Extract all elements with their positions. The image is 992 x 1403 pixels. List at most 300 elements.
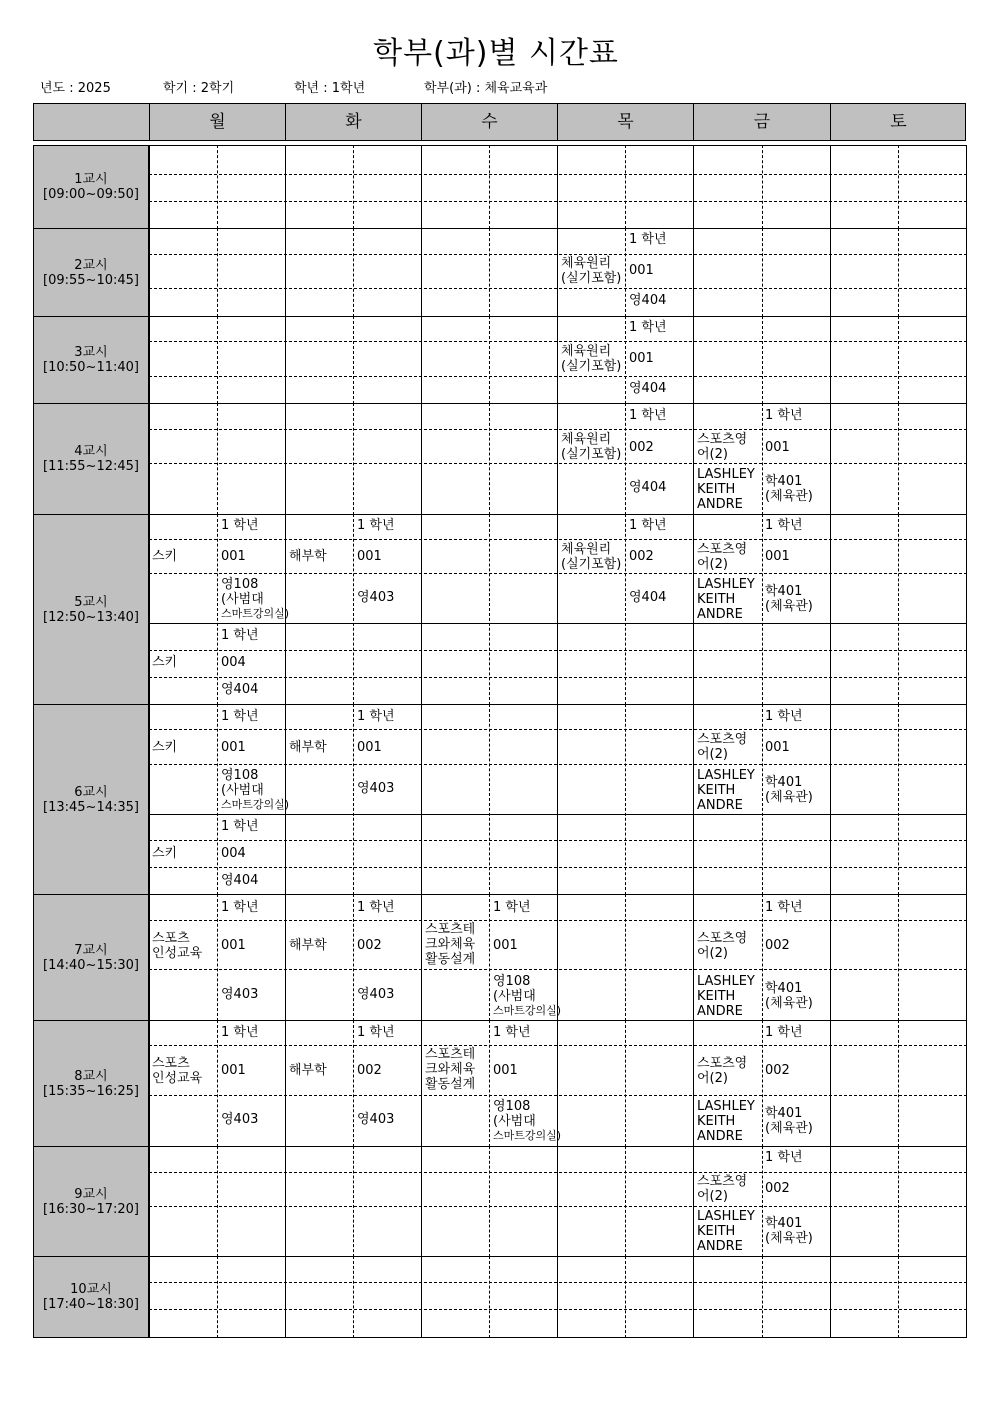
sub-column-divider bbox=[625, 403, 626, 515]
room-label: 영403 bbox=[357, 781, 395, 796]
sub-column-divider bbox=[489, 1256, 490, 1338]
course-name-sports-english: 어(2) bbox=[697, 447, 728, 462]
sub-column-divider bbox=[762, 1020, 763, 1147]
sub-column-divider bbox=[489, 228, 490, 317]
day-column-border bbox=[966, 514, 967, 705]
period-name: 1교시 bbox=[74, 172, 108, 187]
day-column-border bbox=[693, 145, 694, 229]
sub-column-divider bbox=[217, 1020, 218, 1147]
day-column-border bbox=[149, 1020, 150, 1147]
row-divider bbox=[149, 623, 967, 624]
room-label: (체육관) bbox=[765, 1231, 813, 1246]
day-column-border bbox=[285, 228, 286, 317]
course-name-sports-english: 어(2) bbox=[697, 1189, 728, 1204]
room-label: 영108 bbox=[221, 768, 259, 783]
day-column-border bbox=[830, 894, 831, 1021]
day-column-border bbox=[421, 1256, 422, 1338]
grade-label: 1 학년 bbox=[221, 819, 259, 834]
semester-info: 학기 : 2학기 bbox=[163, 81, 235, 96]
sub-column-divider bbox=[762, 894, 763, 1021]
instructor-name: ANDRE bbox=[697, 1004, 743, 1019]
day-column-border bbox=[421, 316, 422, 404]
day-column-border bbox=[149, 894, 150, 1021]
room-label: 학401 bbox=[765, 584, 803, 599]
day-column-border bbox=[693, 316, 694, 404]
day-column-border bbox=[693, 1256, 694, 1338]
section-number: 002 bbox=[357, 1063, 382, 1078]
sub-column-divider bbox=[762, 1146, 763, 1257]
day-column-border bbox=[830, 145, 831, 229]
instructor-name: KEITH bbox=[697, 783, 736, 798]
course-name-pe-principles: (실기포함) bbox=[561, 447, 622, 462]
day-header-sat: 토 bbox=[830, 104, 966, 140]
row-divider bbox=[149, 1309, 967, 1310]
grade-label: 1 학년 bbox=[493, 900, 531, 915]
sub-column-divider bbox=[625, 514, 626, 705]
period-time: [17:40~18:30] bbox=[43, 1297, 139, 1312]
sub-column-divider bbox=[489, 145, 490, 229]
room-label: 스마트강의실) bbox=[221, 607, 290, 620]
day-column-border bbox=[966, 145, 967, 229]
sub-column-divider bbox=[898, 145, 899, 229]
day-column-border bbox=[830, 403, 831, 515]
day-column-border bbox=[149, 228, 150, 317]
year-info: 년도 : 2025 bbox=[40, 81, 111, 96]
instructor-name: LASHLEY bbox=[697, 577, 755, 592]
grade-label: 1 학년 bbox=[629, 320, 667, 335]
instructor-name: KEITH bbox=[697, 592, 736, 607]
period-label-4 bbox=[33, 403, 149, 515]
day-column-border bbox=[966, 1256, 967, 1338]
period-time: [14:40~15:30] bbox=[43, 957, 139, 973]
sub-column-divider bbox=[489, 704, 490, 895]
room-label: 영403 bbox=[357, 1112, 395, 1127]
day-column-border bbox=[421, 403, 422, 515]
grade-label: 1 학년 bbox=[221, 709, 259, 724]
block-top-border bbox=[149, 894, 967, 895]
day-column-border bbox=[421, 704, 422, 895]
sub-column-divider bbox=[762, 403, 763, 515]
sub-column-divider bbox=[217, 1256, 218, 1338]
period-label-6 bbox=[33, 704, 149, 895]
course-name-anatomy: 해부학 bbox=[289, 549, 327, 564]
day-column-border bbox=[557, 704, 558, 895]
sub-column-divider bbox=[625, 894, 626, 1021]
course-name-sports-tech: 크와체육 bbox=[425, 937, 476, 952]
sub-column-divider bbox=[762, 514, 763, 705]
instructor-name: KEITH bbox=[697, 989, 736, 1004]
day-column-border bbox=[830, 514, 831, 705]
instructor-name: KEITH bbox=[697, 482, 736, 497]
sub-column-divider bbox=[353, 228, 354, 317]
sub-column-divider bbox=[353, 1146, 354, 1257]
period-label-8 bbox=[33, 1020, 149, 1147]
block-bottom-border bbox=[149, 1337, 967, 1338]
section-number: 002 bbox=[629, 549, 654, 564]
section-number: 002 bbox=[765, 1063, 790, 1078]
day-column-border bbox=[966, 1146, 967, 1257]
sub-column-divider bbox=[898, 1146, 899, 1257]
block-top-border bbox=[149, 1020, 967, 1021]
room-label: 학401 bbox=[765, 1106, 803, 1121]
row-divider bbox=[149, 764, 967, 765]
grade-label: 1 학년 bbox=[765, 1025, 803, 1040]
course-name-ski: 스키 bbox=[152, 846, 178, 861]
sub-column-divider bbox=[898, 228, 899, 317]
course-name-anatomy: 해부학 bbox=[289, 740, 327, 755]
section-number: 002 bbox=[765, 1181, 790, 1196]
course-name-sports-character: 스포츠 bbox=[152, 1056, 190, 1071]
section-number: 002 bbox=[765, 938, 790, 953]
course-name-ski: 스키 bbox=[152, 655, 178, 670]
row-divider bbox=[149, 1206, 967, 1207]
grade-label: 1 학년 bbox=[357, 709, 395, 724]
day-column-border bbox=[557, 514, 558, 705]
sub-column-divider bbox=[762, 704, 763, 895]
period-label-2 bbox=[33, 228, 149, 317]
sub-column-divider bbox=[898, 403, 899, 515]
grade-info: 학년 : 1학년 bbox=[294, 81, 366, 96]
room-label: 학401 bbox=[765, 775, 803, 790]
instructor-name: KEITH bbox=[697, 1224, 736, 1239]
grade-label: 1 학년 bbox=[765, 408, 803, 423]
day-header-wed: 수 bbox=[421, 104, 557, 140]
room-label: (사범대 bbox=[221, 592, 264, 607]
section-number: 001 bbox=[493, 938, 518, 953]
course-name-pe-principles: (실기포함) bbox=[561, 557, 622, 572]
day-column-border bbox=[149, 145, 150, 229]
sub-column-divider bbox=[898, 316, 899, 404]
day-column-border bbox=[285, 145, 286, 229]
course-name-sports-character: 인성교육 bbox=[152, 946, 203, 961]
section-number: 001 bbox=[357, 740, 382, 755]
day-column-border bbox=[557, 403, 558, 515]
course-name-pe-principles: 체육원리 bbox=[561, 344, 612, 359]
sub-column-divider bbox=[353, 316, 354, 404]
day-column-border bbox=[285, 1146, 286, 1257]
day-column-border bbox=[149, 1256, 150, 1338]
room-label: 영404 bbox=[629, 381, 667, 396]
course-name-sports-tech: 활동설계 bbox=[425, 1077, 476, 1092]
section-number: 001 bbox=[221, 549, 246, 564]
section-number: 002 bbox=[357, 938, 382, 953]
page-title: 학부(과)별 시간표 bbox=[373, 36, 619, 71]
sub-column-divider bbox=[898, 1256, 899, 1338]
day-header-thu: 목 bbox=[557, 104, 693, 140]
room-label: 학401 bbox=[765, 474, 803, 489]
room-label: 스마트강의실) bbox=[221, 798, 290, 811]
grade-label: 1 학년 bbox=[357, 900, 395, 915]
sub-column-divider bbox=[625, 145, 626, 229]
sub-column-divider bbox=[898, 1020, 899, 1147]
course-name-anatomy: 해부학 bbox=[289, 1063, 327, 1078]
day-column-border bbox=[421, 1020, 422, 1147]
course-name-sports-english: 어(2) bbox=[697, 557, 728, 572]
sub-column-divider bbox=[353, 1256, 354, 1338]
room-label: 영108 bbox=[493, 974, 531, 989]
period-time: [16:30~17:20] bbox=[43, 1201, 139, 1217]
course-name-sports-tech: 스포츠테 bbox=[425, 1047, 476, 1062]
sub-column-divider bbox=[353, 894, 354, 1021]
sub-column-divider bbox=[625, 704, 626, 895]
room-label: 스마트강의실) bbox=[493, 1129, 562, 1142]
grade-label: 1 학년 bbox=[357, 518, 395, 533]
room-label: 영404 bbox=[629, 293, 667, 308]
block-top-border bbox=[149, 704, 967, 705]
room-label: (사범대 bbox=[493, 1114, 536, 1129]
day-column-border bbox=[149, 704, 150, 895]
day-column-border bbox=[149, 403, 150, 515]
room-label: 영108 bbox=[221, 577, 259, 592]
row-divider bbox=[149, 867, 967, 868]
room-label: (사범대 bbox=[493, 989, 536, 1004]
grade-label: 1 학년 bbox=[221, 518, 259, 533]
sub-column-divider bbox=[489, 403, 490, 515]
day-column-border bbox=[557, 1256, 558, 1338]
course-name-pe-principles: 체육원리 bbox=[561, 432, 612, 447]
day-column-border bbox=[966, 894, 967, 1021]
period-name: 10교시 bbox=[70, 1282, 112, 1297]
course-name-sports-english: 어(2) bbox=[697, 1071, 728, 1086]
course-name-sports-tech: 스포츠테 bbox=[425, 922, 476, 937]
row-divider bbox=[149, 1282, 967, 1283]
instructor-name: KEITH bbox=[697, 1114, 736, 1129]
room-label: 영403 bbox=[221, 987, 259, 1002]
day-header-tue: 화 bbox=[285, 104, 421, 140]
instructor-name: LASHLEY bbox=[697, 974, 755, 989]
course-name-sports-english: 어(2) bbox=[697, 946, 728, 961]
room-label: (체육관) bbox=[765, 599, 813, 614]
instructor-name: ANDRE bbox=[697, 607, 743, 622]
course-name-sports-character: 스포츠 bbox=[152, 931, 190, 946]
course-name-sports-character: 인성교육 bbox=[152, 1071, 203, 1086]
room-label: 영403 bbox=[357, 987, 395, 1002]
sub-column-divider bbox=[625, 1020, 626, 1147]
row-divider bbox=[149, 1095, 967, 1096]
room-label: (체육관) bbox=[765, 996, 813, 1011]
period-label-9 bbox=[33, 1146, 149, 1257]
row-divider bbox=[149, 201, 967, 202]
sub-column-divider bbox=[762, 228, 763, 317]
row-divider bbox=[149, 429, 967, 430]
day-header-fri: 금 bbox=[693, 104, 830, 140]
block-top-border bbox=[149, 514, 967, 515]
section-number: 001 bbox=[221, 740, 246, 755]
grade-label: 1 학년 bbox=[357, 1025, 395, 1040]
room-label: 영404 bbox=[629, 590, 667, 605]
room-label: 학401 bbox=[765, 1216, 803, 1231]
sub-column-divider bbox=[762, 316, 763, 404]
row-divider bbox=[149, 677, 967, 678]
period-label-3 bbox=[33, 316, 149, 404]
day-column-border bbox=[966, 403, 967, 515]
grade-label: 1 학년 bbox=[765, 709, 803, 724]
grade-label: 1 학년 bbox=[221, 628, 259, 643]
room-label: 영404 bbox=[221, 682, 259, 697]
period-name: 9교시 bbox=[74, 1186, 108, 1202]
day-column-border bbox=[693, 1020, 694, 1147]
instructor-name: ANDRE bbox=[697, 497, 743, 512]
instructor-name: ANDRE bbox=[697, 798, 743, 813]
course-name-sports-english: 스포츠영 bbox=[697, 931, 748, 946]
row-divider bbox=[149, 814, 967, 815]
sub-column-divider bbox=[353, 1020, 354, 1147]
day-column-border bbox=[830, 704, 831, 895]
sub-column-divider bbox=[217, 1146, 218, 1257]
block-top-border bbox=[149, 1256, 967, 1257]
row-divider bbox=[149, 288, 967, 289]
day-column-border bbox=[557, 1146, 558, 1257]
course-name-ski: 스키 bbox=[152, 549, 178, 564]
room-label: (체육관) bbox=[765, 790, 813, 805]
sub-column-divider bbox=[489, 316, 490, 404]
day-column-border bbox=[693, 1146, 694, 1257]
block-top-border bbox=[149, 228, 967, 229]
day-column-border bbox=[966, 704, 967, 895]
instructor-name: LASHLEY bbox=[697, 1099, 755, 1114]
sub-column-divider bbox=[625, 1146, 626, 1257]
day-column-border bbox=[285, 403, 286, 515]
day-column-border bbox=[557, 145, 558, 229]
period-name: 5교시 bbox=[74, 594, 108, 610]
section-number: 001 bbox=[493, 1063, 518, 1078]
period-label-5 bbox=[33, 514, 149, 705]
day-column-border bbox=[557, 894, 558, 1021]
section-number: 001 bbox=[629, 351, 654, 366]
block-top-border bbox=[149, 1146, 967, 1147]
period-time: [10:50~11:40] bbox=[43, 360, 139, 375]
row-divider bbox=[149, 174, 967, 175]
day-column-border bbox=[830, 1256, 831, 1338]
sub-column-divider bbox=[217, 403, 218, 515]
grade-label: 1 학년 bbox=[629, 232, 667, 247]
day-column-border bbox=[830, 1146, 831, 1257]
period-time: [13:45~14:35] bbox=[43, 799, 139, 815]
day-column-border bbox=[693, 704, 694, 895]
row-divider bbox=[149, 463, 967, 464]
room-label: 영403 bbox=[357, 590, 395, 605]
instructor-name: LASHLEY bbox=[697, 1209, 755, 1224]
sub-column-divider bbox=[898, 894, 899, 1021]
room-label: 영108 bbox=[493, 1099, 531, 1114]
sub-column-divider bbox=[353, 145, 354, 229]
department-info: 학부(과) : 체육교육과 bbox=[424, 81, 548, 96]
room-label: 학401 bbox=[765, 981, 803, 996]
sub-column-divider bbox=[625, 316, 626, 404]
section-number: 004 bbox=[221, 846, 246, 861]
course-name-pe-principles: (실기포함) bbox=[561, 359, 622, 374]
sub-column-divider bbox=[217, 514, 218, 705]
section-number: 001 bbox=[629, 263, 654, 278]
row-divider bbox=[149, 254, 967, 255]
sub-column-divider bbox=[762, 1256, 763, 1338]
grade-label: 1 학년 bbox=[765, 900, 803, 915]
row-divider bbox=[149, 376, 967, 377]
row-divider bbox=[149, 840, 967, 841]
section-number: 001 bbox=[221, 938, 246, 953]
course-name-sports-english: 스포츠영 bbox=[697, 1174, 748, 1189]
section-number: 001 bbox=[765, 549, 790, 564]
instructor-name: LASHLEY bbox=[697, 768, 755, 783]
sub-column-divider bbox=[489, 1020, 490, 1147]
period-label-7 bbox=[33, 894, 149, 1021]
sub-column-divider bbox=[898, 514, 899, 705]
course-name-anatomy: 해부학 bbox=[289, 938, 327, 953]
room-label: 영404 bbox=[221, 873, 259, 888]
sub-column-divider bbox=[489, 894, 490, 1021]
sub-column-divider bbox=[217, 145, 218, 229]
row-divider bbox=[149, 920, 967, 921]
day-column-border bbox=[693, 403, 694, 515]
day-column-border bbox=[421, 1146, 422, 1257]
period-time: [11:55~12:45] bbox=[43, 459, 139, 474]
instructor-name: ANDRE bbox=[697, 1239, 743, 1254]
section-number: 001 bbox=[765, 740, 790, 755]
grade-label: 1 학년 bbox=[221, 1025, 259, 1040]
course-name-sports-tech: 크와체육 bbox=[425, 1062, 476, 1077]
sub-column-divider bbox=[217, 704, 218, 895]
period-label-1 bbox=[33, 145, 149, 229]
day-column-border bbox=[149, 514, 150, 705]
period-time: [12:50~13:40] bbox=[43, 609, 139, 625]
grade-label: 1 학년 bbox=[765, 518, 803, 533]
block-top-border bbox=[149, 316, 967, 317]
grade-label: 1 학년 bbox=[221, 900, 259, 915]
row-divider bbox=[149, 573, 967, 574]
course-name-sports-english: 스포츠영 bbox=[697, 542, 748, 557]
day-column-border bbox=[285, 894, 286, 1021]
sub-column-divider bbox=[217, 228, 218, 317]
period-time: [09:00~09:50] bbox=[43, 187, 139, 202]
period-name: 4교시 bbox=[74, 444, 108, 459]
sub-column-divider bbox=[217, 894, 218, 1021]
day-column-border bbox=[966, 228, 967, 317]
period-label-10 bbox=[33, 1256, 149, 1338]
course-name-sports-english: 스포츠영 bbox=[697, 1056, 748, 1071]
grade-label: 1 학년 bbox=[629, 408, 667, 423]
room-label: 스마트강의실) bbox=[493, 1004, 562, 1017]
sub-column-divider bbox=[625, 228, 626, 317]
sub-column-divider bbox=[217, 316, 218, 404]
section-number: 001 bbox=[221, 1063, 246, 1078]
course-name-pe-principles: 체육원리 bbox=[561, 542, 612, 557]
block-top-border bbox=[149, 145, 967, 146]
sub-column-divider bbox=[353, 403, 354, 515]
room-label: (체육관) bbox=[765, 489, 813, 504]
period-name: 6교시 bbox=[74, 784, 108, 800]
course-name-ski: 스키 bbox=[152, 740, 178, 755]
day-column-border bbox=[693, 228, 694, 317]
room-label: 영403 bbox=[221, 1112, 259, 1127]
grade-label: 1 학년 bbox=[765, 1150, 803, 1165]
day-column-border bbox=[966, 1020, 967, 1147]
day-column-border bbox=[149, 316, 150, 404]
row-divider bbox=[149, 341, 967, 342]
period-time: [15:35~16:25] bbox=[43, 1083, 139, 1099]
course-name-sports-tech: 활동설계 bbox=[425, 952, 476, 967]
day-header-row bbox=[33, 103, 966, 141]
day-column-border bbox=[149, 1146, 150, 1257]
course-name-pe-principles: 체육원리 bbox=[561, 256, 612, 271]
day-column-border bbox=[421, 145, 422, 229]
section-number: 001 bbox=[357, 549, 382, 564]
day-column-border bbox=[557, 316, 558, 404]
course-name-pe-principles: (실기포함) bbox=[561, 271, 622, 286]
course-name-sports-english: 스포츠영 bbox=[697, 432, 748, 447]
period-name: 7교시 bbox=[74, 942, 108, 958]
grade-label: 1 학년 bbox=[629, 518, 667, 533]
instructor-name: ANDRE bbox=[697, 1129, 743, 1144]
